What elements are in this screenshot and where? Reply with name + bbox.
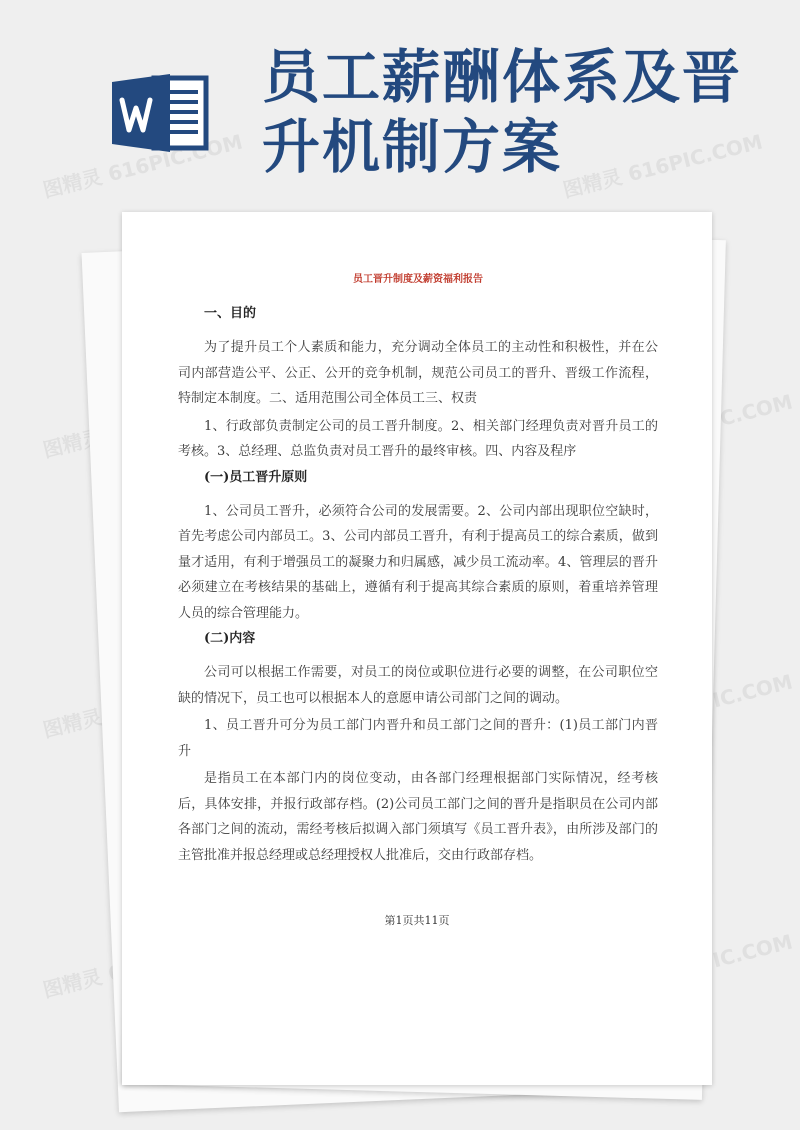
paragraph: 1、公司员工晋升，必须符合公司的发展需要。2、公司内部出现职位空缺时，首先考虑公司内部员工。3、公司内部员工晋升，有利于提高员工的综合素质，做到量才适用，有利于增强员工的凝聚力和归属感，减少员工流动率。4、管理层的晋升必须建立在考核结果的基础上，遵循有利于提高其综合素质的原则，着重培养管理人员的综合管理能力。 xyxy=(178,503,658,621)
paragraph: 为了提升员工个人素质和能力，充分调动全体员工的主动性和积极性，并在公司内部营造公平、公正、公开的竞争机制，规范公司员工的晋升、晋级工作流程，特制定本制度。二、适用范围公司全体员工三、权责 xyxy=(178,340,658,406)
paragraph: 1、员工晋升可分为员工部门内晋升和员工部门之间的晋升：(1)员工部门内晋升 xyxy=(178,718,658,759)
watermark: 616PIC.COM xyxy=(655,389,795,447)
section-title: (一)员工晋升原则 xyxy=(204,469,308,485)
banner-title xyxy=(262,42,782,182)
banner-title-line1: 员工薪酬体系及晋 xyxy=(262,43,743,111)
watermark: 图精灵 xyxy=(40,964,105,1003)
section-title: 一、目的 xyxy=(204,306,257,321)
watermark: 图精灵 xyxy=(40,704,105,743)
watermark: 图精灵 616PIC.COM xyxy=(40,129,245,203)
document-heading: 员工晋升制度及薪资福利报告 xyxy=(353,274,483,285)
paragraph: 是指员工在本部门内的岗位变动，由各部门经理根据部门实际情况，经考核后，具体安排，并报行政部存档。(2)公司员工部门之间的晋升是指职员在公司内部各部门之间的流动，需经考核后拟调入部门须填写《员工晋升表》，由所涉及部门的主管批准并报总经理或总经理授权人批准后，交由行政部存档。 xyxy=(178,771,658,863)
watermark: 616PIC.COM xyxy=(655,669,795,727)
watermark: 图精灵 616PIC.COM xyxy=(560,129,765,203)
document-page xyxy=(122,212,712,1085)
banner-title-line2: 升机制方案 xyxy=(262,113,563,181)
page-footer: 第1页共11页 xyxy=(384,914,450,927)
paragraph: 1、行政部负责制定公司的员工晋升制度。2、相关部门经理负责对晋升员工的考核。3、总经理、总监负责对员工晋升的最终审核。四、内容及程序 xyxy=(178,418,658,459)
watermark: 图精灵 xyxy=(40,424,105,463)
word-document-icon xyxy=(112,72,212,154)
watermark: 616PIC.COM xyxy=(655,929,795,987)
section-title: (二)内容 xyxy=(204,631,256,646)
paragraph: 公司可以根据工作需要，对员工的岗位或职位进行必要的调整，在公司职位空缺的情况下，员工也可以根据本人的意愿申请公司部门之间的调动。 xyxy=(178,665,658,706)
